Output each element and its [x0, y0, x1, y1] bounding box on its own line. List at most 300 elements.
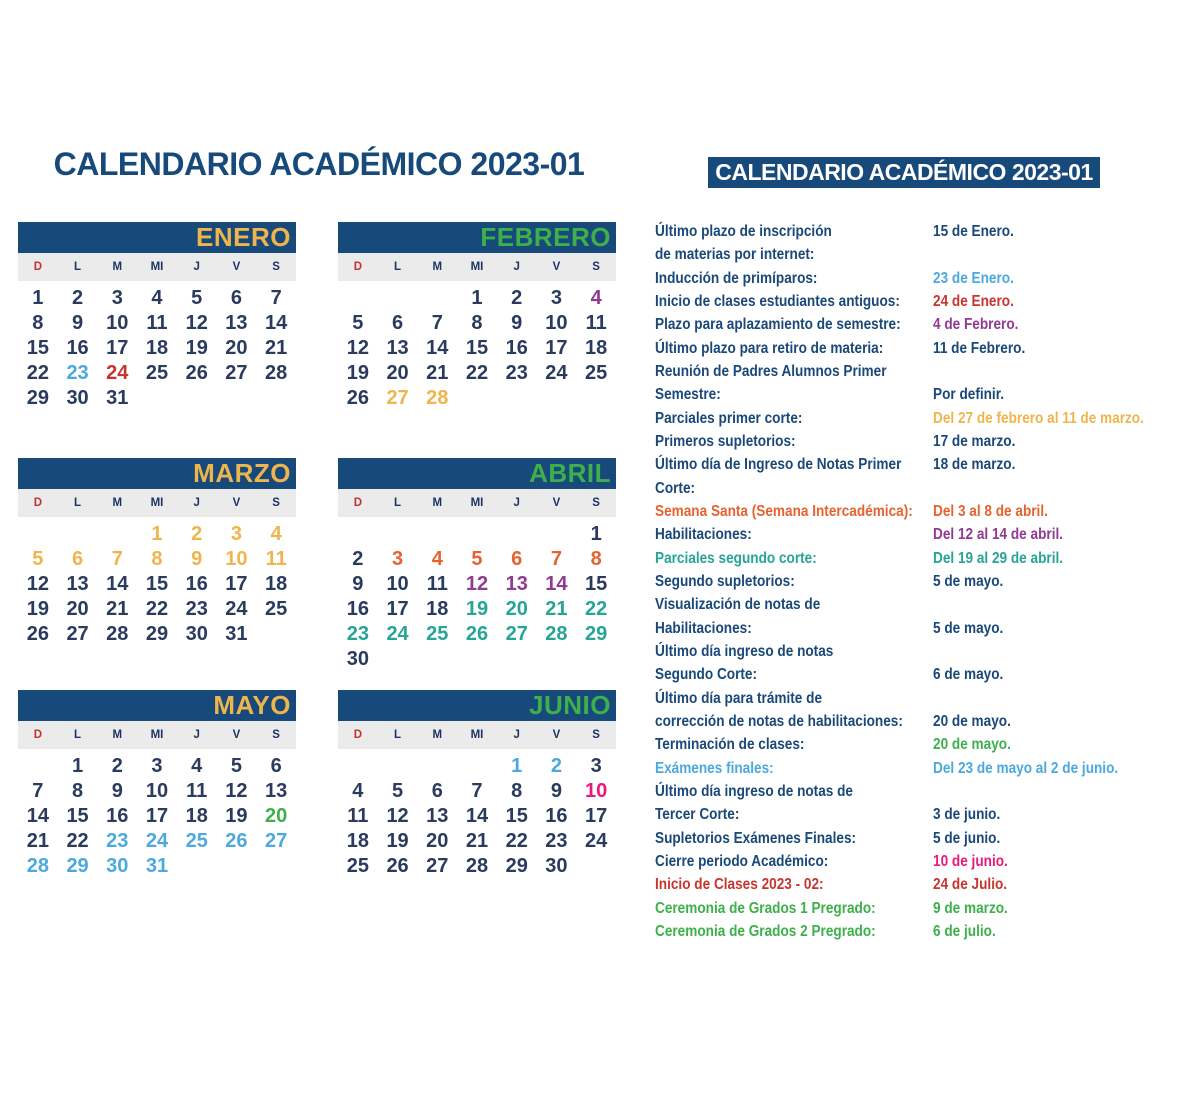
day-cell: 8	[72, 780, 84, 802]
day-cell: 28	[465, 855, 489, 877]
weekday-label: J	[513, 261, 520, 273]
day-cell: 15	[505, 805, 528, 827]
day-cell: 2	[550, 755, 562, 777]
empty-cell	[217, 386, 257, 411]
day-cell: 11	[426, 573, 448, 595]
empty-cell	[137, 386, 177, 411]
day-cell: 20	[225, 337, 248, 359]
weekday-label: MI	[150, 729, 164, 741]
day-cell: 5	[392, 780, 404, 802]
day-cell: 5	[352, 312, 364, 334]
day-cell: 24	[225, 598, 248, 620]
day-cell: 13	[265, 780, 288, 802]
day-cell: 19	[185, 337, 208, 359]
event-date: 3 de junio.	[933, 806, 1001, 824]
empty-cell	[576, 854, 616, 879]
day-grid	[338, 517, 616, 672]
day-cell: 28	[426, 387, 449, 409]
day-cell: 27	[225, 362, 248, 384]
day-cell: 4	[590, 287, 602, 309]
day-cell: 24	[585, 830, 608, 852]
event-date: 5 de mayo.	[933, 619, 1004, 637]
day-cell: 16	[545, 805, 568, 827]
weekday-label: L	[394, 729, 402, 741]
day-cell: 23	[106, 830, 129, 852]
day-cell: 26	[346, 387, 369, 409]
day-cell: 30	[106, 855, 129, 877]
event-label: Reunión de Padres Alumnos Primer	[655, 362, 887, 380]
event-label: Visualización de notas de	[655, 596, 821, 614]
day-cell: 17	[545, 337, 568, 359]
day-cell: 25	[185, 830, 208, 852]
day-cell: 17	[225, 573, 248, 595]
day-cell: 5	[191, 287, 203, 309]
event-label: Semana Santa (Semana Intercadémica):	[655, 502, 913, 520]
day-cell: 10	[545, 312, 568, 334]
day-cell: 29	[66, 855, 89, 877]
event-row	[655, 850, 1200, 873]
empty-cell	[97, 522, 137, 547]
event-row	[655, 803, 1200, 826]
empty-cell	[378, 754, 418, 779]
day-cell: 24	[145, 830, 169, 852]
day-cell: 22	[585, 598, 608, 620]
day-cell: 10	[145, 780, 169, 802]
event-row	[655, 663, 1200, 686]
event-date: 20 de mayo.	[933, 736, 1011, 754]
day-cell: 4	[431, 548, 443, 570]
day-cell: 28	[106, 623, 129, 645]
event-label: Inicio de Clases 2023 - 02:	[655, 876, 824, 894]
empty-cell	[256, 386, 296, 411]
day-cell: 20	[265, 805, 288, 827]
day-cell: 31	[145, 855, 169, 877]
day-cell: 20	[66, 598, 89, 620]
event-date: 9 de marzo.	[933, 899, 1008, 917]
empty-cell	[576, 386, 616, 411]
event-date: 18 de marzo.	[933, 456, 1016, 474]
day-cell: 4	[352, 780, 364, 802]
weekday-label: M	[112, 729, 123, 741]
day-cell: 14	[26, 805, 49, 827]
weekday-label: S	[592, 497, 600, 509]
day-cell: 2	[511, 287, 523, 309]
weekday-label: D	[33, 729, 42, 741]
event-date: 5 de junio.	[933, 829, 1001, 847]
empty-cell	[497, 386, 537, 411]
event-row	[655, 897, 1200, 920]
day-cell: 9	[550, 780, 562, 802]
event-date: Del 23 de mayo al 2 de junio.	[933, 759, 1119, 777]
day-cell: 30	[185, 623, 208, 645]
day-cell: 27	[426, 855, 449, 877]
event-row	[655, 523, 1200, 546]
weekday-label: M	[112, 497, 123, 509]
day-cell: 30	[66, 387, 89, 409]
event-label: Inicio de clases estudiantes antiguos:	[655, 292, 900, 310]
day-cell: 29	[145, 623, 169, 645]
weekday-label: J	[193, 729, 200, 741]
day-cell: 16	[505, 337, 528, 359]
day-cell: 6	[511, 548, 523, 570]
empty-cell	[18, 522, 58, 547]
month-enero	[18, 222, 296, 411]
weekday-label: L	[74, 497, 82, 509]
day-cell: 11	[265, 548, 287, 570]
event-label: Ceremonia de Grados 2 Pregrado:	[655, 922, 876, 940]
event-date: 11 de Febrero.	[933, 339, 1026, 357]
day-cell: 11	[186, 780, 208, 802]
events-panel	[655, 220, 1200, 943]
day-cell: 15	[145, 573, 169, 595]
event-row	[655, 477, 1200, 500]
weekday-label: MI	[150, 497, 164, 509]
day-cell: 26	[465, 623, 489, 645]
weekday-label: L	[74, 261, 82, 273]
event-date: 5 de mayo.	[933, 572, 1004, 590]
weekday-label: S	[592, 729, 600, 741]
month-mayo	[18, 690, 296, 879]
day-cell: 1	[72, 755, 84, 777]
day-cell: 28	[26, 855, 49, 877]
day-cell: 28	[265, 362, 288, 384]
day-grid	[338, 749, 616, 879]
day-cell: 3	[392, 548, 404, 570]
weekday-label: M	[432, 497, 443, 509]
day-cell: 14	[106, 573, 129, 595]
month-name: MAYO	[213, 690, 291, 720]
event-row	[655, 687, 1200, 710]
day-cell: 3	[550, 287, 562, 309]
day-cell: 19	[465, 598, 489, 620]
day-cell: 1	[590, 523, 602, 545]
empty-cell	[378, 286, 418, 311]
event-label: Último plazo para retiro de materia:	[655, 339, 884, 357]
day-cell: 22	[66, 830, 89, 852]
day-cell: 25	[585, 362, 608, 384]
weekday-label: S	[272, 497, 280, 509]
day-cell: 7	[431, 312, 443, 334]
day-cell: 23	[505, 362, 528, 384]
day-cell: 30	[346, 648, 369, 670]
day-grid	[18, 517, 296, 647]
event-date: 17 de marzo.	[933, 432, 1016, 450]
day-cell: 1	[471, 287, 483, 309]
day-cell: 10	[386, 573, 409, 595]
day-cell: 12	[26, 573, 49, 595]
event-row	[655, 383, 1200, 406]
event-date: 24 de Julio.	[933, 876, 1008, 894]
weekday-label: D	[33, 261, 42, 273]
day-cell: 19	[386, 830, 409, 852]
empty-cell	[576, 647, 616, 672]
empty-cell	[217, 854, 257, 879]
event-label: Último día ingreso de notas de	[655, 782, 853, 800]
day-cell: 26	[386, 855, 409, 877]
event-date: 10 de junio.	[933, 852, 1008, 870]
weekday-label: V	[552, 497, 561, 509]
day-cell: 3	[230, 523, 242, 545]
day-cell: 15	[66, 805, 89, 827]
day-cell: 23	[346, 623, 369, 645]
day-cell: 1	[511, 755, 523, 777]
day-cell: 16	[185, 573, 208, 595]
empty-cell	[256, 854, 296, 879]
event-row	[655, 757, 1200, 780]
day-cell: 14	[426, 337, 449, 359]
event-label: de materias por internet:	[655, 246, 815, 264]
event-date: 23 de Enero.	[933, 269, 1014, 287]
event-label: Habilitaciones:	[655, 526, 752, 544]
event-label: Corte:	[655, 479, 696, 497]
weekday-label: S	[272, 729, 280, 741]
event-date: 15 de Enero.	[933, 223, 1014, 240]
day-cell: 19	[346, 362, 369, 384]
event-date: Del 3 al 8 de abril.	[933, 502, 1048, 520]
day-cell: 7	[32, 780, 44, 802]
day-cell: 26	[185, 362, 208, 384]
empty-cell	[417, 522, 457, 547]
day-cell: 18	[426, 598, 449, 620]
day-cell: 23	[185, 598, 208, 620]
day-cell: 20	[505, 598, 528, 620]
event-label: Ceremonia de Grados 1 Pregrado:	[655, 899, 876, 917]
weekday-label: J	[513, 497, 520, 509]
day-grid	[18, 749, 296, 879]
event-label: Parciales segundo corte:	[655, 549, 817, 567]
day-cell: 17	[585, 805, 608, 827]
empty-cell	[497, 522, 537, 547]
day-cell: 22	[26, 362, 49, 384]
day-cell: 7	[471, 780, 483, 802]
day-cell: 12	[185, 312, 208, 334]
day-cell: 27	[505, 623, 528, 645]
event-row	[655, 547, 1200, 570]
weekday-row	[18, 489, 296, 517]
day-cell: 15	[585, 573, 608, 595]
day-grid	[338, 281, 616, 411]
day-cell: 10	[585, 780, 608, 802]
event-label: Parciales primer corte:	[655, 409, 803, 427]
day-cell: 29	[505, 855, 528, 877]
day-cell: 30	[545, 855, 568, 877]
day-cell: 8	[590, 548, 602, 570]
day-cell: 10	[106, 312, 129, 334]
event-row	[655, 430, 1200, 453]
weekday-row	[18, 253, 296, 281]
empty-cell	[338, 286, 378, 311]
weekday-label: MI	[470, 497, 484, 509]
empty-cell	[537, 647, 577, 672]
event-date: 20 de mayo.	[933, 712, 1011, 730]
day-cell: 13	[66, 573, 89, 595]
day-cell: 8	[32, 312, 44, 334]
month-header-bar	[18, 222, 296, 253]
weekday-label: L	[394, 497, 402, 509]
empty-cell	[177, 854, 217, 879]
event-row	[655, 500, 1200, 523]
day-cell: 1	[32, 287, 44, 309]
weekday-label: V	[232, 261, 241, 273]
day-cell: 8	[151, 548, 163, 570]
day-cell: 24	[386, 623, 409, 645]
day-cell: 21	[106, 598, 129, 620]
day-cell: 4	[270, 523, 282, 545]
event-date: 24 de Enero.	[933, 292, 1014, 310]
day-cell: 21	[465, 830, 489, 852]
day-cell: 24	[106, 362, 129, 384]
weekday-label: L	[74, 729, 82, 741]
event-row	[655, 617, 1200, 640]
event-date: Del 19 al 29 de abril.	[933, 549, 1064, 567]
day-cell: 16	[66, 337, 89, 359]
day-cell: 20	[386, 362, 409, 384]
day-cell: 26	[26, 623, 49, 645]
day-cell: 4	[191, 755, 203, 777]
event-row	[655, 220, 1200, 243]
month-febrero	[338, 222, 616, 411]
weekday-label: M	[432, 729, 443, 741]
day-cell: 7	[550, 548, 562, 570]
weekday-label: M	[432, 261, 443, 273]
month-name: MARZO	[193, 458, 291, 488]
event-row	[655, 407, 1200, 430]
day-cell: 21	[265, 337, 288, 359]
day-cell: 28	[545, 623, 568, 645]
day-cell: 3	[151, 755, 163, 777]
empty-cell	[457, 386, 497, 411]
empty-cell	[537, 522, 577, 547]
event-date: 6 de mayo.	[933, 666, 1004, 684]
month-name: JUNIO	[529, 690, 611, 720]
day-cell: 27	[66, 623, 89, 645]
event-label: Inducción de primíparos:	[655, 269, 818, 287]
event-label: Último día para trámite de	[655, 689, 823, 707]
event-row	[655, 733, 1200, 756]
event-row	[655, 290, 1200, 313]
event-row	[655, 873, 1200, 896]
weekday-label: D	[33, 497, 42, 509]
day-cell: 18	[585, 337, 608, 359]
event-date: Del 12 al 14 de abril.	[933, 526, 1064, 544]
empty-cell	[338, 522, 378, 547]
day-cell: 18	[145, 337, 169, 359]
weekday-row	[338, 721, 616, 749]
day-cell: 22	[465, 362, 489, 384]
day-cell: 12	[465, 573, 489, 595]
day-cell: 19	[26, 598, 49, 620]
month-header-bar	[338, 222, 616, 253]
event-label: Plazo para aplazamiento de semestre:	[655, 316, 901, 334]
event-label: Último día ingreso de notas	[655, 642, 834, 660]
day-grid	[18, 281, 296, 411]
empty-cell	[417, 286, 457, 311]
day-cell: 10	[225, 548, 248, 570]
day-cell: 23	[66, 362, 89, 384]
day-cell: 22	[505, 830, 528, 852]
month-header-bar	[18, 458, 296, 489]
empty-cell	[256, 622, 296, 647]
empty-cell	[457, 522, 497, 547]
weekday-label: MI	[470, 261, 484, 273]
page-title-left: CALENDARIO ACADÉMICO 2023-01	[53, 146, 585, 182]
weekday-label: D	[353, 261, 362, 273]
day-cell: 17	[386, 598, 409, 620]
empty-cell	[497, 647, 537, 672]
weekday-label: M	[112, 261, 123, 273]
weekday-label: MI	[150, 261, 164, 273]
event-label: Tercer Corte:	[655, 806, 740, 824]
day-cell: 3	[590, 755, 602, 777]
day-cell: 22	[145, 598, 169, 620]
month-junio	[338, 690, 616, 879]
day-cell: 1	[151, 523, 163, 545]
month-name: ABRIL	[529, 458, 611, 488]
weekday-label: L	[394, 261, 402, 273]
day-cell: 6	[230, 287, 242, 309]
day-cell: 2	[191, 523, 203, 545]
empty-cell	[378, 522, 418, 547]
empty-cell	[417, 647, 457, 672]
day-cell: 9	[352, 573, 364, 595]
day-cell: 15	[26, 337, 49, 359]
month-abril	[338, 458, 616, 672]
day-cell: 16	[106, 805, 129, 827]
weekday-label: S	[592, 261, 600, 273]
day-cell: 27	[386, 387, 409, 409]
day-cell: 13	[426, 805, 449, 827]
day-cell: 21	[26, 830, 49, 852]
day-cell: 5	[32, 548, 44, 570]
weekday-label: V	[552, 729, 561, 741]
empty-cell	[378, 647, 418, 672]
weekday-label: V	[232, 729, 241, 741]
empty-cell	[457, 647, 497, 672]
day-cell: 17	[106, 337, 129, 359]
event-row	[655, 267, 1200, 290]
event-row	[655, 570, 1200, 593]
weekday-label: V	[552, 261, 561, 273]
day-cell: 24	[545, 362, 568, 384]
event-row	[655, 313, 1200, 336]
month-header-bar	[338, 458, 616, 489]
event-label: Exámenes finales:	[655, 759, 774, 777]
day-cell: 25	[346, 855, 369, 877]
day-cell: 6	[72, 548, 84, 570]
day-cell: 14	[545, 573, 568, 595]
event-label: Terminación de clases:	[655, 736, 805, 754]
event-label: Último día de Ingreso de Notas Primer	[655, 456, 902, 474]
day-cell: 16	[346, 598, 369, 620]
empty-cell	[58, 522, 98, 547]
event-row	[655, 593, 1200, 616]
day-cell: 18	[346, 830, 369, 852]
day-cell: 7	[270, 287, 282, 309]
day-cell: 2	[111, 755, 123, 777]
day-cell: 13	[225, 312, 248, 334]
day-cell: 11	[585, 312, 607, 334]
day-cell: 18	[265, 573, 288, 595]
empty-cell	[457, 754, 497, 779]
day-cell: 21	[545, 598, 568, 620]
empty-cell	[18, 754, 58, 779]
day-cell: 17	[145, 805, 169, 827]
page-title-right: CALENDARIO ACADÉMICO 2023-01	[708, 157, 1100, 188]
weekday-label: D	[353, 497, 362, 509]
day-cell: 13	[386, 337, 409, 359]
day-cell: 9	[72, 312, 84, 334]
day-cell: 21	[426, 362, 449, 384]
